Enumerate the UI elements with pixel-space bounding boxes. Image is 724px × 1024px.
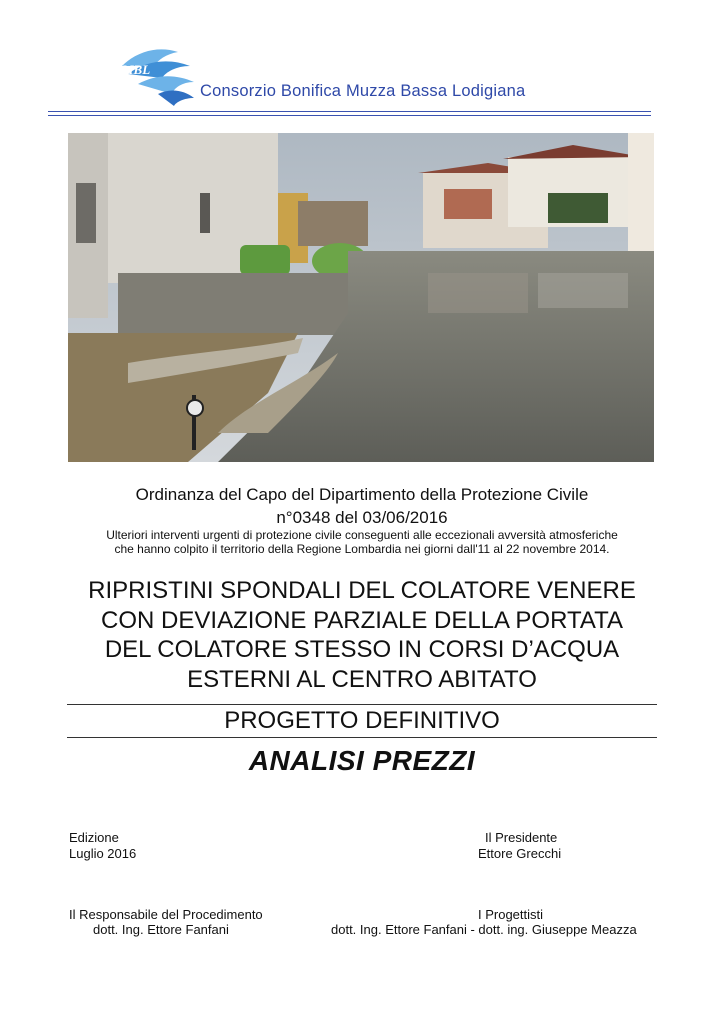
document-type-heading: ANALISI PREZZI [248,745,476,776]
progettisti-names: dott. Ing. Ettore Fanfani - dott. ing. Giuseppe Meazza [331,922,637,937]
project-title [62,576,662,694]
ordinanza-description-line-2: che hanno colpito il territorio della Regione Lombardia nei giorni dall'11 al 22 novembre 2014. [114,542,610,556]
section-divider-top [67,704,657,705]
edizione-value: Luglio 2016 [69,846,137,861]
ordinanza-number: n°0348 del 03/06/2016 [276,508,448,527]
ordinanza-description-line-1: Ulteriori interventi urgenti di protezione civile conseguenti alle eccezionali avversità atmosferiche [106,528,618,542]
progettisti-label: I Progettisti [478,907,544,922]
project-phase: PROGETTO DEFINITIVO [224,707,500,734]
header-divider-bottom [48,115,651,116]
project-title-line: DEL COLATORE STESSO IN CORSI D’ACQUA [104,636,620,663]
document-header [0,0,724,120]
header-divider-top [48,111,651,112]
responsabile-name: dott. Ing. Ettore Fanfani [93,922,229,937]
logo-lettering: MBL [122,62,151,77]
presidente-label: Il Presidente [485,830,558,845]
flood-photo [68,133,654,462]
edizione-label: Edizione [69,830,119,845]
project-title-line: CON DEVIAZIONE PARZIALE DELLA PORTATA [101,606,623,634]
responsabile-label: Il Responsabile del Procedimento [69,907,263,922]
ordinanza-title: Ordinanza del Capo del Dipartimento della Protezione Civile [135,485,589,504]
presidente-name: Ettore Grecchi [478,846,562,861]
project-title-line: ESTERNI AL CENTRO ABITATO [187,665,537,693]
mbl-logo [118,44,198,106]
section-divider-bottom [67,737,657,738]
project-title-line: RIPRISTINI SPONDALI DEL COLATORE VENERE [88,577,636,604]
organization-name: Consorzio Bonifica Muzza Bassa Lodigiana [200,82,526,100]
